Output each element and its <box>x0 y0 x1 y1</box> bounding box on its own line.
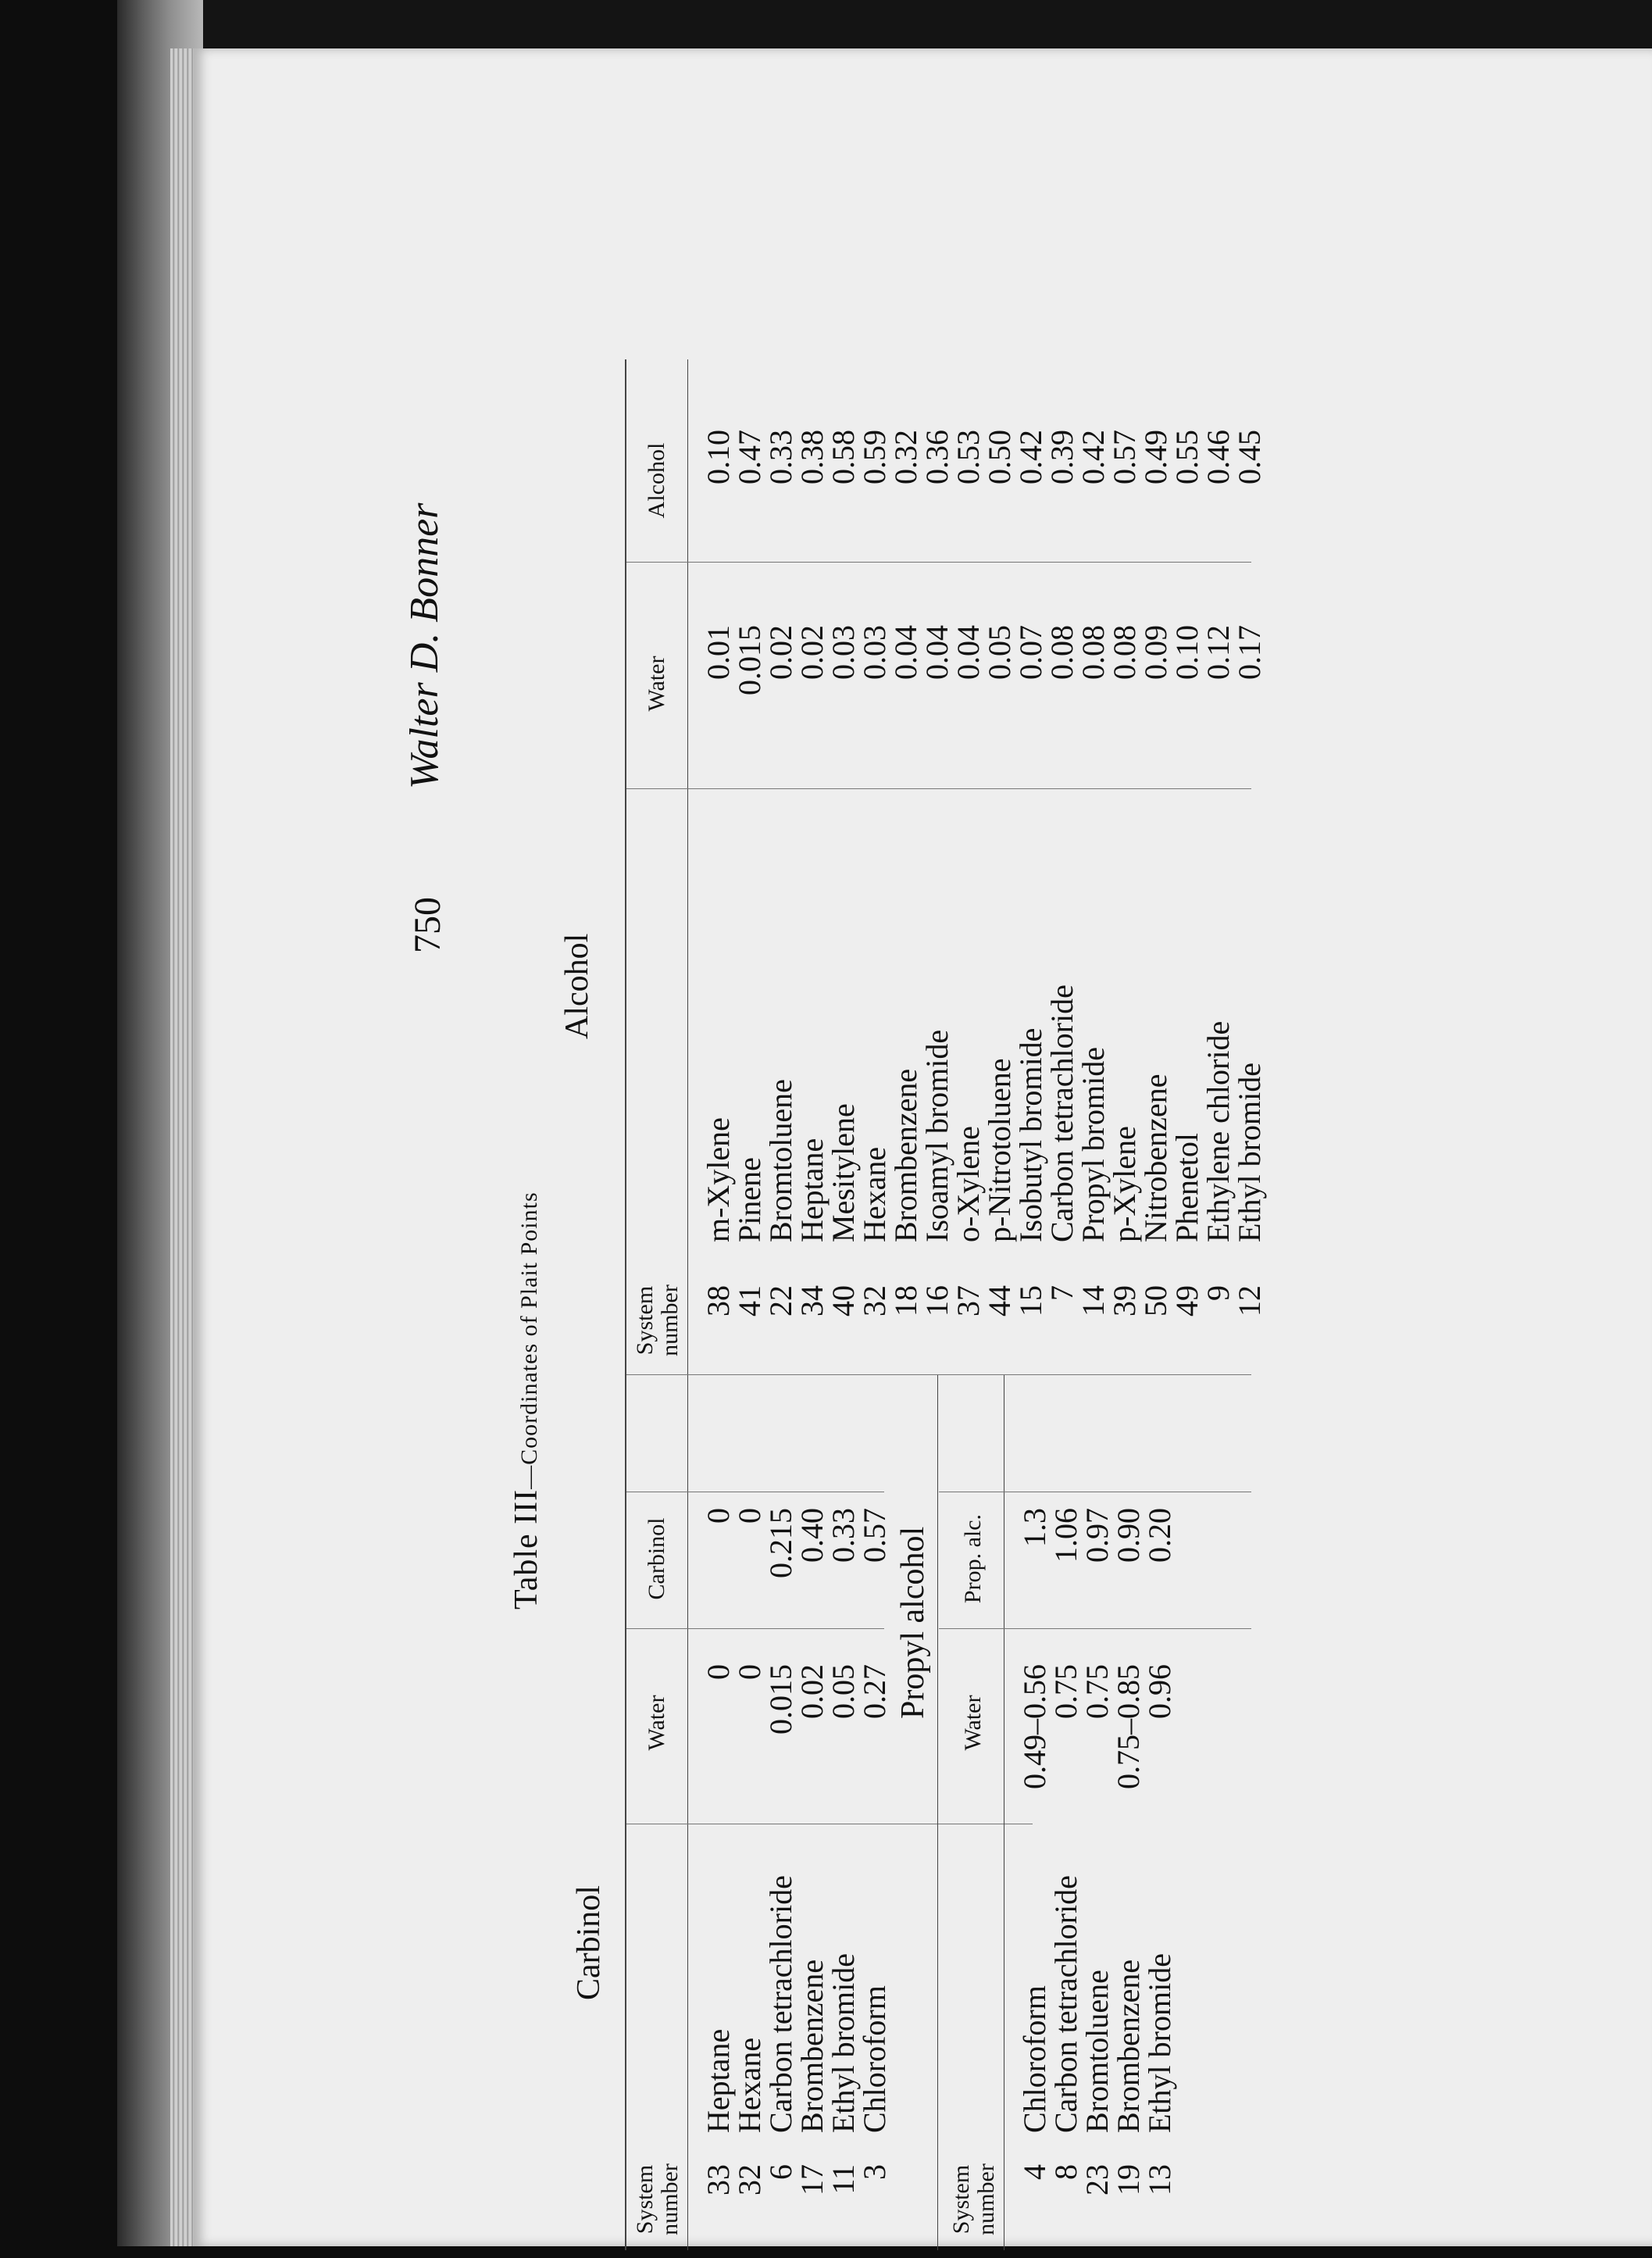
propyl-header-system-number: System number <box>948 2163 999 2235</box>
table-cell: 0.49–0.56 <box>1017 1664 1052 1789</box>
table-cell: 7 <box>1044 1285 1079 1301</box>
carbinol-header-system-number: System number <box>632 2163 683 2235</box>
table-cell: Carbon tetrachloride <box>1044 984 1079 1242</box>
carbinol-group-label: Carbinol <box>571 1885 607 2000</box>
table-cell: 0.42 <box>1013 430 1048 484</box>
table-cell: Isobutyl bromide <box>1013 1027 1048 1242</box>
propyl-top-rule <box>937 1375 938 2250</box>
rotated-page-content <box>375 352 1343 2258</box>
table-cell: 41 <box>732 1285 767 1317</box>
table-cell: 49 <box>1169 1285 1204 1317</box>
table-cell: 33 <box>701 2164 736 2195</box>
table-cell: Brombenzene <box>888 1068 923 1242</box>
table-cell: 0.57 <box>857 1508 892 1563</box>
carbinol-num-column <box>703 2164 890 2250</box>
alcohol-divider-3 <box>626 562 1251 563</box>
page-number: 750 <box>407 897 448 953</box>
table-cell: 0.02 <box>794 625 830 680</box>
table-cell: 0.33 <box>826 1508 861 1563</box>
propyl-water-column <box>1019 1664 1176 1820</box>
table-cell: 8 <box>1048 2164 1083 2180</box>
table-cell: 0.90 <box>1111 1508 1146 1563</box>
table-cell: 0 <box>732 1664 767 1680</box>
table-cell: Bromtoluene <box>1079 1970 1115 2133</box>
table-cell: Hexane <box>857 1146 892 1242</box>
table-cell: 0.42 <box>1076 430 1111 484</box>
table-cell: 0.015 <box>763 1664 798 1735</box>
table-title-prefix: Table III <box>508 1488 544 1610</box>
carbinol-header-rule <box>687 1375 688 2250</box>
table-cell: 0.05 <box>826 1664 861 1719</box>
alcohol-header-system-number: System number <box>632 1284 683 1356</box>
alcohol-header-alcohol: Alcohol <box>644 442 669 519</box>
carbinol-water-column <box>703 1664 890 1820</box>
table-cell: 0.05 <box>982 625 1017 680</box>
table-cell: Mesitylene <box>826 1103 861 1242</box>
table-cell: 12 <box>1232 1285 1267 1317</box>
table-cell: 14 <box>1076 1285 1111 1317</box>
table-cell: 0.12 <box>1201 625 1236 680</box>
table-cell: 4 <box>1017 2164 1052 2180</box>
table-cell: 0.50 <box>982 430 1017 484</box>
table-cell: 0.04 <box>951 625 986 680</box>
carbinol-header-water: Water <box>644 1695 669 1751</box>
table-cell: 0.07 <box>1013 625 1048 680</box>
table-cell: 0.58 <box>826 430 861 484</box>
table-cell: 38 <box>701 1285 736 1317</box>
table-cell: 0.55 <box>1169 430 1204 484</box>
table-cell: 0.04 <box>919 625 954 680</box>
table-cell: 0.02 <box>763 625 798 680</box>
table-cell: 0.40 <box>794 1508 830 1563</box>
table-cell: Chloroform <box>857 1985 892 2133</box>
table-cell: 0.49 <box>1138 430 1173 484</box>
table-cell: Hexane <box>732 2037 767 2133</box>
table-cell: 0.015 <box>732 625 767 695</box>
table-cell: 40 <box>826 1285 861 1317</box>
alcohol-header-rule <box>687 359 688 1375</box>
table-cell: 15 <box>1013 1285 1048 1317</box>
table-cell: 0.47 <box>732 430 767 484</box>
table-cell: Carbon tetrachloride <box>1048 1875 1083 2133</box>
table-cell: 0.75 <box>1048 1664 1083 1719</box>
table-cell: Ethyl bromide <box>826 1953 861 2133</box>
table-cell: p-Nitrotoluene <box>982 1058 1017 1242</box>
table-cell: 0.10 <box>1169 625 1204 680</box>
table-cell: 44 <box>982 1285 1017 1317</box>
table-cell: 37 <box>951 1285 986 1317</box>
carbinol-header-carbinol: Carbinol <box>644 1517 669 1600</box>
table-cell: 0.01 <box>701 625 736 680</box>
table-cell: 0.75–0.85 <box>1111 1664 1146 1789</box>
table-cell: m-Xylene <box>701 1117 736 1242</box>
table-cell: 0.36 <box>919 430 954 484</box>
propyl-system-column <box>1019 1828 1176 2133</box>
table-cell: 32 <box>857 1285 892 1317</box>
table-cell: o-Xylene <box>951 1126 986 1242</box>
table-cell: 32 <box>732 2164 767 2195</box>
carbinol-system-column <box>703 1828 890 2133</box>
alcohol-value-column <box>703 430 1265 547</box>
table-cell: 0.03 <box>826 625 861 680</box>
table-title <box>508 1192 545 1610</box>
table-cell: Carbon tetrachloride <box>763 1875 798 2133</box>
table-cell: 18 <box>888 1285 923 1317</box>
table-cell: 0.32 <box>888 430 923 484</box>
table-cell: 0.03 <box>857 625 892 680</box>
table-cell: 50 <box>1138 1285 1173 1317</box>
table-cell: 23 <box>1079 2164 1115 2195</box>
table-cell: Bromtoluene <box>763 1079 798 1242</box>
table-title-rest: —Coordinates of Plait Points <box>516 1192 542 1489</box>
table-cell: 0.33 <box>763 430 798 484</box>
carbinol-value-column <box>703 1508 890 1625</box>
table-cell: 0.17 <box>1232 625 1267 680</box>
propyl-divider-2 <box>939 1628 1251 1629</box>
table-cell: 0.39 <box>1044 430 1079 484</box>
alcohol-top-rule <box>625 359 626 1375</box>
table-cell: 0.46 <box>1201 430 1236 484</box>
table-cell: p-Xylene <box>1107 1126 1142 1242</box>
table-cell: 0.08 <box>1076 625 1111 680</box>
table-cell: 22 <box>763 1285 798 1317</box>
table-cell: 34 <box>794 1285 830 1317</box>
table-cell: Heptane <box>701 2028 736 2133</box>
table-cell: 1.3 <box>1017 1508 1052 1547</box>
table-cell: 16 <box>919 1285 954 1317</box>
alcohol-water-column <box>703 625 1265 781</box>
table-cell: 0 <box>701 1508 736 1524</box>
table-cell: 0 <box>732 1508 767 1524</box>
propyl-num-column <box>1019 2164 1176 2250</box>
alcohol-header-water: Water <box>644 656 669 712</box>
table-cell: Heptane <box>794 1138 830 1242</box>
table-cell: 17 <box>794 2164 830 2195</box>
running-head: Walter D. Bonner <box>402 502 447 789</box>
table-cell: Brombenzene <box>1111 1959 1146 2133</box>
table-cell: 0.08 <box>1044 625 1079 680</box>
table-cell: 11 <box>826 2164 861 2195</box>
table-cell: 0.27 <box>857 1664 892 1719</box>
alcohol-divider-2 <box>626 788 1251 789</box>
table-cell: 0.45 <box>1232 430 1267 484</box>
table-cell: Propyl bromide <box>1076 1047 1111 1242</box>
table-cell: Brombenzene <box>794 1959 830 2133</box>
table-cell: 0.04 <box>888 625 923 680</box>
table-cell: Ethylene chloride <box>1201 1020 1236 1242</box>
table-cell: 0.08 <box>1107 625 1142 680</box>
table-cell: 0.59 <box>857 430 892 484</box>
propyl-header-prop-alc: Prop. alc. <box>960 1513 986 1604</box>
table-cell: Isoamyl bromide <box>919 1029 954 1242</box>
table-cell: 3 <box>857 2164 892 2180</box>
alcohol-group-label: Alcohol <box>559 933 595 1039</box>
table-cell: Nitrobenzene <box>1138 1074 1173 1242</box>
propyl-header-water: Water <box>960 1695 986 1751</box>
table-cell: 0.57 <box>1107 430 1142 484</box>
table-cell: Pinene <box>732 1157 767 1242</box>
table-cell: 0 <box>701 1664 736 1680</box>
propyl-group-label: Propyl alcohol <box>895 1526 931 1719</box>
carbinol-top-rule <box>625 1375 626 2250</box>
table-cell: Ethyl bromide <box>1142 1953 1177 2133</box>
table-cell: 0.97 <box>1079 1508 1115 1563</box>
table-cell: Phenetol <box>1169 1133 1204 1242</box>
alcohol-num-column <box>703 1285 1265 1371</box>
propyl-value-column <box>1019 1508 1176 1625</box>
table-cell: 13 <box>1142 2164 1177 2195</box>
table-cell: Ethyl bromide <box>1232 1063 1267 1242</box>
table-cell: 0.75 <box>1079 1664 1115 1719</box>
table-cell: Chloroform <box>1017 1985 1052 2133</box>
table-cell: 1.06 <box>1048 1508 1083 1563</box>
table-cell: 0.20 <box>1142 1508 1177 1563</box>
alcohol-system-column <box>703 805 1265 1242</box>
scan-background <box>117 0 1652 47</box>
table-cell: 6 <box>763 2164 798 2180</box>
table-cell: 0.215 <box>763 1508 798 1578</box>
table-cell: 0.09 <box>1138 625 1173 680</box>
table-cell: 0.53 <box>951 430 986 484</box>
table-cell: 9 <box>1201 1285 1236 1301</box>
carbinol-divider-2 <box>626 1628 884 1629</box>
table-cell: 0.10 <box>701 430 736 484</box>
table-cell: 0.96 <box>1142 1664 1177 1719</box>
table-cell: 19 <box>1111 2164 1146 2195</box>
alcohol-left-divider <box>626 1374 1251 1375</box>
table-cell: 39 <box>1107 1285 1142 1317</box>
page-edges <box>170 48 194 2246</box>
table-cell: 0.38 <box>794 430 830 484</box>
table-cell: 0.02 <box>794 1664 830 1719</box>
